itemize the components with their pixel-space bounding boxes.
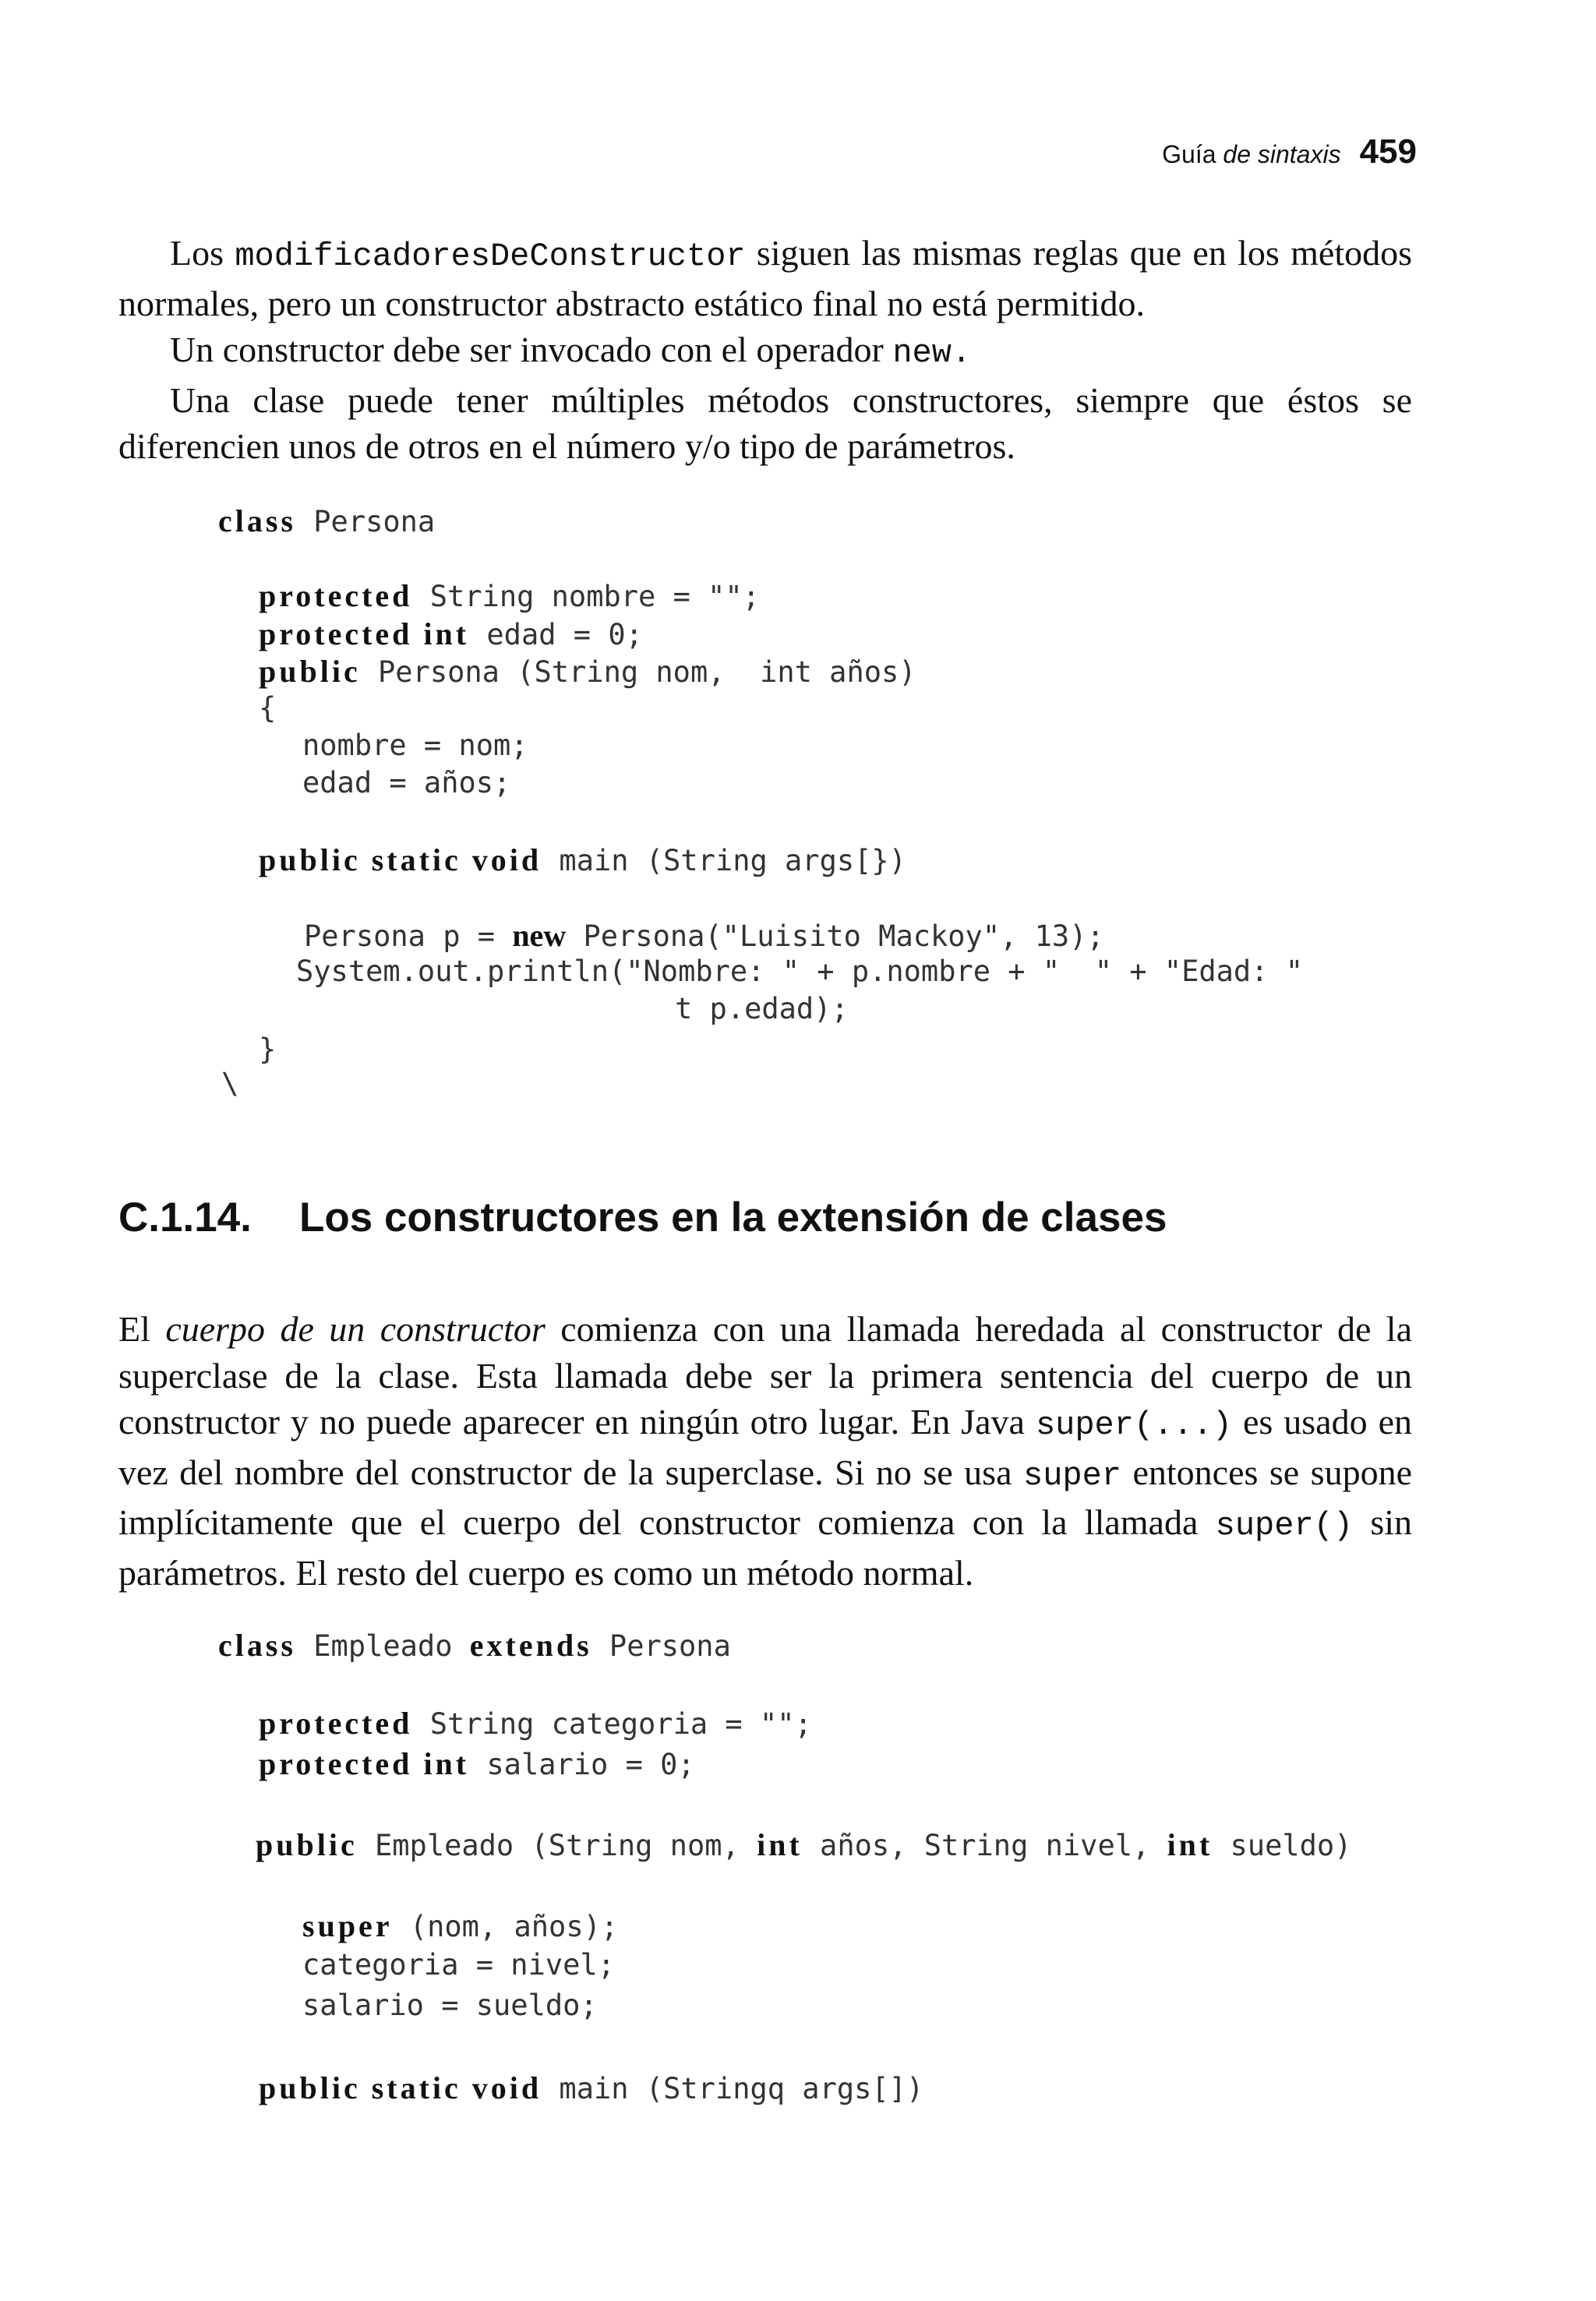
- code-line: [304, 917, 1104, 954]
- header-title-emphasis: de sintaxis: [1223, 140, 1341, 168]
- code-line: salario = sueldo;: [302, 1989, 598, 2022]
- code-keyword: public: [256, 1827, 358, 1862]
- code-line: [259, 1705, 812, 1742]
- code-keyword: class: [218, 1628, 296, 1663]
- code-line: [302, 1908, 618, 1944]
- body-paragraph: [118, 1306, 1412, 1596]
- code-keyword: public static void: [259, 842, 542, 877]
- text-run: siguen las mismas reglas que en los métodos normales, pero un constructor abstracto estático final no está permitido.: [118, 233, 1413, 323]
- text-run: comienza con una llamada heredada al constructor de la superclase de la clase. Esta llamada debe ser la primera sentencia del cuerpo de un constructor y no puede aparecer en ningún otro lugar. En Java: [118, 1309, 1412, 1442]
- code-line: [259, 842, 906, 878]
- code-keyword: protected: [259, 616, 413, 651]
- inline-code: super(...): [1035, 1406, 1232, 1444]
- code-text: main (String args[}): [542, 844, 906, 877]
- text-run: entonces se supone implícitamente que el cuerpo del constructor comienza con la llamada: [118, 1452, 1412, 1542]
- section-number: C.1.14.: [118, 1195, 252, 1240]
- code-keyword: int: [412, 616, 470, 651]
- intro-text: [118, 230, 1412, 470]
- code-line: [259, 2070, 923, 2106]
- code-line: t p.edad);: [675, 992, 849, 1025]
- code-text: main (Stringq args[]): [542, 2072, 924, 2105]
- code-keyword: class: [218, 503, 296, 538]
- code-line: System.out.println("Nombre: " + p.nombre + " " + "Edad: ": [296, 955, 1304, 988]
- code-line: }: [259, 1032, 277, 1066]
- body-text: [118, 1306, 1412, 1596]
- code-line: [259, 653, 916, 690]
- running-header-title: [1162, 140, 1340, 168]
- section-title: Los constructores en la extensión de clases: [299, 1195, 1167, 1240]
- text-run: Un constructor debe ser invocado con el operador: [170, 330, 893, 369]
- code-keyword: protected: [259, 578, 413, 613]
- emphasis: cuerpo de un constructor: [165, 1309, 546, 1349]
- code-text: Persona: [591, 1629, 731, 1663]
- code-keyword: protected: [259, 1746, 413, 1781]
- text-run: sin parámetros. El resto del cuerpo es como un método normal.: [118, 1502, 1412, 1593]
- code-keyword: int: [757, 1827, 803, 1862]
- running-header: [1162, 132, 1417, 171]
- code-line: [256, 1826, 1351, 1863]
- header-title-prefix: Guía: [1162, 140, 1216, 168]
- text-run: El: [118, 1309, 166, 1349]
- section-heading: [118, 1194, 1167, 1241]
- code-text: String nombre = "";: [412, 580, 760, 613]
- code-line: [259, 577, 760, 614]
- code-text: String categoria = "";: [412, 1707, 812, 1741]
- code-keyword: new: [512, 918, 567, 953]
- code-line: edad = años;: [302, 766, 511, 799]
- code-keyword: int: [412, 1746, 470, 1781]
- code-listing-persona: [218, 503, 1304, 1100]
- code-line: [218, 1627, 731, 1664]
- code-text: edad = 0;: [469, 618, 643, 651]
- code-text: Persona p =: [304, 919, 513, 953]
- code-keyword: protected: [259, 1706, 413, 1741]
- code-text: años, String nivel,: [802, 1829, 1167, 1862]
- code-text: Persona (String nom, int años): [360, 655, 916, 689]
- code-keyword: public static void: [259, 2070, 542, 2105]
- inline-code: new.: [892, 334, 972, 372]
- code-line: {: [259, 691, 277, 725]
- inline-code: super: [1022, 1456, 1122, 1495]
- intro-paragraph-3: Una clase puede tener múltiples métodos constructores, siempre que éstos se diferencien unos de otros en el número y/o tipo de parámetros.: [118, 379, 1412, 466]
- code-line: \: [221, 1067, 239, 1100]
- intro-paragraph-1: [118, 230, 1412, 326]
- code-keyword: extends: [469, 1628, 592, 1663]
- code-text: salario = 0;: [469, 1748, 695, 1781]
- inline-code: modificadoresDeConstructor: [235, 238, 746, 275]
- code-keyword: public: [259, 654, 361, 689]
- page-number: 459: [1359, 132, 1417, 171]
- code-listing-empleado: [218, 1627, 1352, 2105]
- code-line: [259, 616, 643, 652]
- code-keyword: int: [1167, 1827, 1213, 1862]
- text-run: Los: [170, 233, 235, 273]
- inline-code: super(): [1215, 1507, 1354, 1544]
- code-text: (nom, años);: [392, 1910, 619, 1943]
- code-line: categoria = nivel;: [302, 1948, 615, 1982]
- code-keyword: super: [302, 1908, 393, 1943]
- intro-paragraph-2: [118, 326, 1412, 377]
- code-line: [259, 1745, 695, 1782]
- text-run: es usado en vez del nombre del constructor de la superclase. Si no se usa: [118, 1402, 1412, 1492]
- code-text: sueldo): [1213, 1829, 1352, 1862]
- code-text: Empleado: [296, 1629, 470, 1663]
- code-text: Empleado (String nom,: [357, 1829, 757, 1862]
- code-text: Persona: [296, 505, 436, 538]
- code-line: nombre = nom;: [302, 729, 528, 762]
- code-text: Persona("Luisito Mackoy", 13);: [566, 919, 1104, 953]
- code-line: [218, 503, 435, 539]
